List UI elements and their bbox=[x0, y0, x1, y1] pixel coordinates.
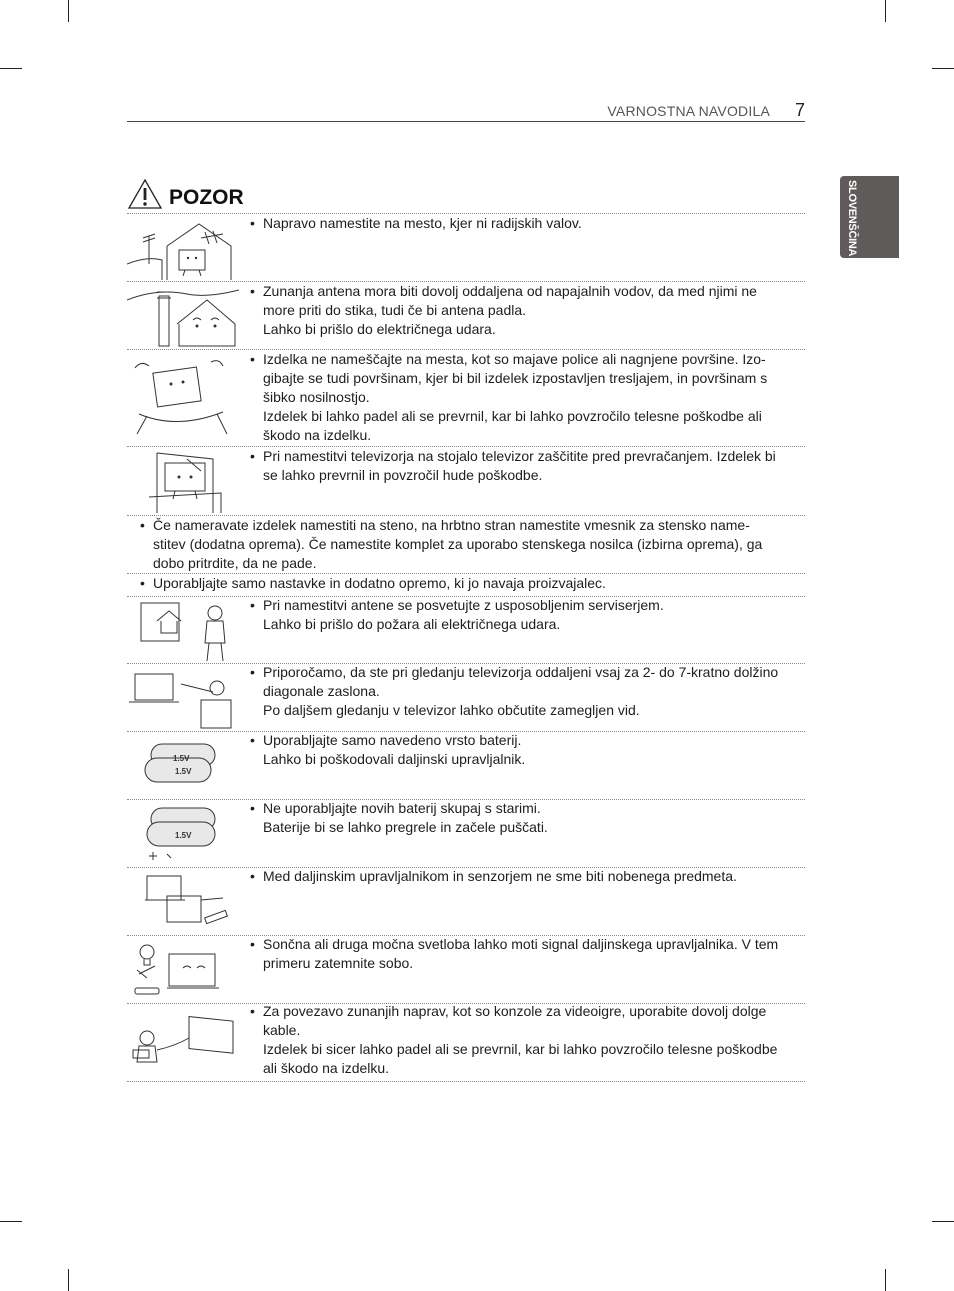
item-text: gibajte se tudi površinam, kjer bi bil izdelek izpostavljen tresljajem, in površinam s bbox=[263, 370, 768, 386]
crop-mark bbox=[0, 68, 22, 69]
bullet: • bbox=[140, 517, 145, 533]
remote-obstacle-illustration bbox=[127, 870, 239, 933]
item-text: Izdelek bi lahko padel ali se prevrnil, kar bi lahko povzročilo telesne poškodbe ali bbox=[263, 408, 762, 424]
item-text: Izdelek bi sicer lahko padel ali se prevrnil, kar bi lahko povzročilo telesne poškodbe bbox=[263, 1041, 778, 1057]
crop-mark bbox=[68, 1269, 69, 1291]
outdoor-antenna-illustration bbox=[127, 284, 239, 348]
item-text: ali škodo na izdelku. bbox=[263, 1060, 390, 1076]
item-text: Lahko bi prišlo do električnega udara. bbox=[263, 321, 496, 337]
crop-mark bbox=[68, 0, 69, 22]
item-text: Za povezavo zunanjih naprav, kot so konzole za videoigre, uporabite dovolj dolge bbox=[263, 1003, 767, 1019]
bullet: • bbox=[250, 868, 255, 884]
antenna-installer-illustration bbox=[127, 599, 239, 662]
section-title: VARNOSTNA NAVODILA bbox=[607, 103, 770, 119]
warning-icon bbox=[127, 178, 163, 210]
battery-label: 1.5V bbox=[175, 767, 192, 776]
item-text: kable. bbox=[263, 1022, 301, 1038]
item-text: Zunanja antena mora biti dovolj oddaljena od napajalnih vodov, da med njimi ne bbox=[263, 283, 757, 299]
item-text: more priti do stika, tudi če bi antena padla. bbox=[263, 302, 527, 318]
safety-item bbox=[140, 574, 803, 593]
item-text: Pri namestitvi televizorja na stojalo televizor zaščitite pred prevračanjem. Izdelek bi bbox=[263, 448, 776, 464]
crop-mark bbox=[0, 1221, 22, 1222]
item-text: Lahko bi poškodovali daljinski upravljalnik. bbox=[263, 751, 526, 767]
battery-label: 1.5V bbox=[175, 831, 192, 840]
safety-item bbox=[250, 935, 803, 973]
divider bbox=[127, 1081, 805, 1082]
safety-item bbox=[250, 1002, 803, 1078]
language-label: SLOVENŠČINA bbox=[846, 180, 858, 257]
item-text: Če nameravate izdelek namestiti na steno, na hrbtno stran namestite vmesnik za stensko name- bbox=[153, 517, 750, 533]
bullet: • bbox=[250, 597, 255, 613]
safety-item bbox=[250, 731, 803, 769]
bullet: • bbox=[250, 283, 255, 299]
item-text: Baterije bi se lahko pregrele in začele puščati. bbox=[263, 819, 548, 835]
item-text: Sončna ali druga močna svetloba lahko moti signal daljinskega upravljalnika. V tem bbox=[263, 936, 779, 952]
viewing-distance-illustration bbox=[127, 666, 239, 730]
tv-stand-illustration bbox=[127, 449, 239, 513]
page-title: POZOR bbox=[169, 186, 244, 209]
item-text: se lahko prevrnil in povzročil hude poškodbe. bbox=[263, 467, 543, 483]
bullet: • bbox=[250, 1003, 255, 1019]
item-text: stitev (dodatna oprema). Če namestite komplet za uporabo stenskega nosilca (izbirna oprema), ga bbox=[153, 536, 763, 552]
item-text: Uporabljajte samo navedeno vrsto baterij. bbox=[263, 732, 522, 748]
bullet: • bbox=[250, 732, 255, 748]
external-device-cable-illustration bbox=[127, 1006, 239, 1078]
item-text: Po daljšem gledanju v televizor lahko občutite zamegljen vid. bbox=[263, 702, 640, 718]
bullet: • bbox=[250, 936, 255, 952]
item-text: škodo na izdelku. bbox=[263, 427, 372, 443]
item-text: diagonale zaslona. bbox=[263, 683, 380, 699]
bullet: • bbox=[250, 664, 255, 680]
bright-light-illustration bbox=[127, 938, 239, 1001]
bullet: • bbox=[250, 800, 255, 816]
header-divider bbox=[127, 121, 805, 122]
bullet: • bbox=[140, 575, 145, 591]
item-text: dobo pritrdite, da ne pade. bbox=[153, 555, 317, 571]
crop-mark bbox=[885, 1269, 886, 1291]
item-text: Izdelka ne nameščajte na mesta, kot so majave police ali nagnjene površine. Izo- bbox=[263, 351, 766, 367]
language-tab bbox=[840, 176, 899, 258]
item-text: Napravo namestite na mesto, kjer ni radijskih valov. bbox=[263, 215, 582, 231]
item-text: Uporabljajte samo nastavke in dodatno opremo, ki jo navaja proizvajalec. bbox=[153, 575, 606, 591]
bullet: • bbox=[250, 351, 255, 367]
item-text: Med daljinskim upravljalnikom in senzorjem ne sme biti nobenega predmeta. bbox=[263, 868, 737, 884]
item-text: Ne uporabljajte novih baterij skupaj s starimi. bbox=[263, 800, 541, 816]
battery-type-illustration bbox=[127, 738, 239, 794]
safety-item bbox=[250, 214, 803, 233]
unstable-shelf-illustration bbox=[127, 352, 239, 444]
caution-heading bbox=[127, 178, 327, 214]
item-text: šibko nosilnostjo. bbox=[263, 389, 370, 405]
page-number: 7 bbox=[795, 100, 806, 120]
item-text: Pri namestitvi antene se posvetujte z usposobljenim serviserjem. bbox=[263, 597, 664, 613]
item-text: primeru zatemnite sobo. bbox=[263, 955, 414, 971]
crop-mark bbox=[932, 1221, 954, 1222]
bullet: • bbox=[250, 448, 255, 464]
safety-item bbox=[250, 799, 803, 837]
safety-item bbox=[250, 663, 803, 720]
crop-mark bbox=[932, 68, 954, 69]
battery-label: 1.5V bbox=[173, 754, 190, 763]
safety-item bbox=[250, 350, 803, 445]
crop-mark bbox=[885, 0, 886, 22]
safety-item bbox=[140, 516, 803, 573]
safety-item bbox=[250, 596, 803, 634]
mixed-batteries-illustration bbox=[127, 802, 239, 864]
safety-item bbox=[250, 867, 803, 886]
bullet: • bbox=[250, 215, 255, 231]
item-text: Lahko bi prišlo do požara ali električnega udara. bbox=[263, 616, 561, 632]
house-antenna-illustration bbox=[127, 216, 239, 280]
item-text: Priporočamo, da ste pri gledanju televizorja oddaljeni vsaj za 2- do 7-kratno dolžino bbox=[263, 664, 779, 680]
safety-item bbox=[250, 447, 803, 485]
safety-item bbox=[250, 282, 803, 339]
